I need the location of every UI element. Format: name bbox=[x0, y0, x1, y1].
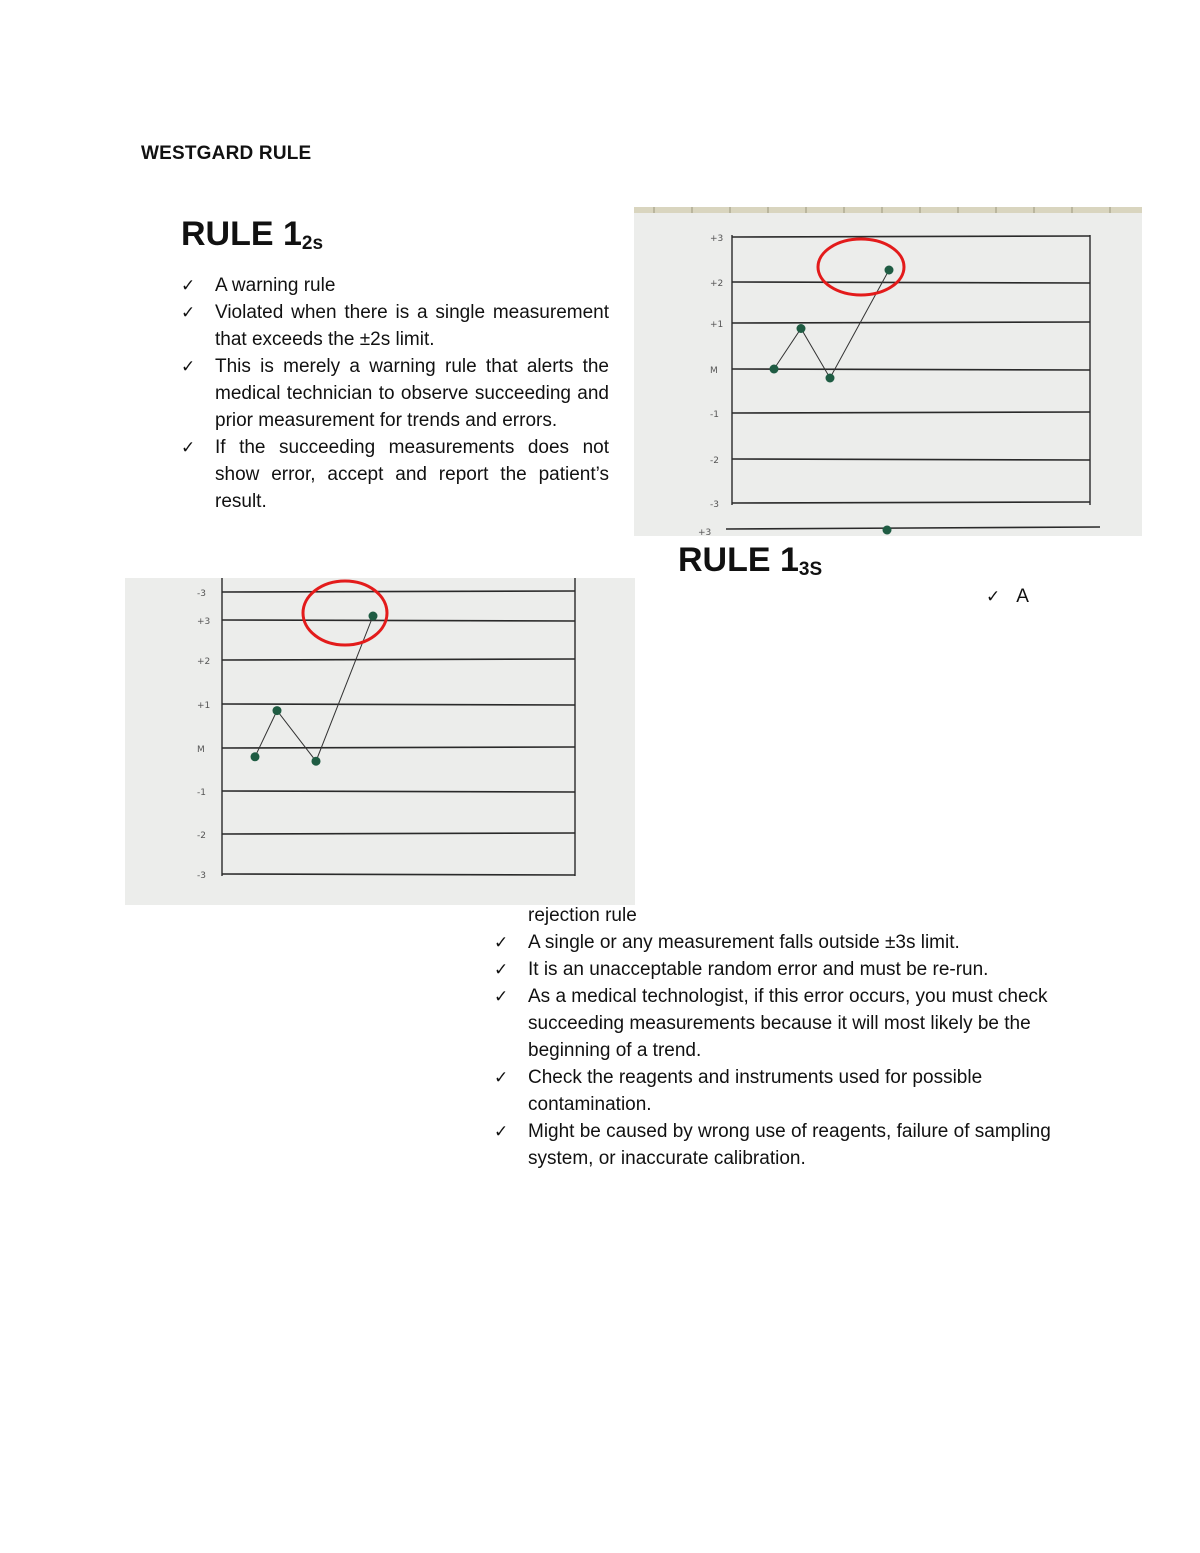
list-item bbox=[494, 929, 1074, 956]
chart-gridline bbox=[222, 659, 575, 660]
chart-data-point bbox=[312, 757, 321, 766]
chart-tick-label: M bbox=[710, 366, 718, 376]
chart-tick-label: -1 bbox=[197, 788, 206, 798]
chart-tick-label: -3 bbox=[197, 589, 206, 599]
check-icon: ✓ bbox=[494, 933, 509, 952]
chart-series-line bbox=[255, 616, 373, 761]
list-item-text: It is an unacceptable random error and must be re-run. bbox=[528, 959, 989, 980]
rule-heading-main: RULE 1 bbox=[678, 541, 799, 579]
check-icon: ✓ bbox=[986, 587, 1001, 606]
chart-gridline bbox=[732, 412, 1090, 413]
chart-gridline bbox=[222, 874, 575, 875]
chart-data-point bbox=[883, 526, 892, 535]
chart-gridline bbox=[222, 591, 575, 592]
chart-tick-label: +2 bbox=[710, 279, 724, 289]
check-icon: ✓ bbox=[494, 960, 509, 979]
chart-data-point bbox=[251, 752, 260, 761]
list-item bbox=[181, 434, 609, 515]
rule-heading-subscript: 2s bbox=[301, 233, 324, 254]
levey-jennings-chart-photo-2 bbox=[125, 578, 635, 905]
chart-tick-label: -1 bbox=[710, 410, 719, 420]
check-icon: ✓ bbox=[494, 987, 509, 1006]
chart-gridline bbox=[732, 459, 1090, 460]
chart-data-point bbox=[273, 706, 282, 715]
rule-1-3s-bullet-list bbox=[494, 929, 1074, 1172]
list-item bbox=[494, 1064, 1074, 1118]
chart-gridline bbox=[222, 791, 575, 792]
list-item-text: Violated when there is a single measurement that exceeds the ±2s limit. bbox=[215, 302, 609, 350]
chart-tick-label: -2 bbox=[197, 831, 206, 841]
check-icon: ✓ bbox=[494, 1122, 509, 1141]
chart-tick-label: +3 bbox=[197, 617, 211, 627]
rule-1-2s-heading bbox=[181, 215, 324, 254]
document-title: WESTGARD RULE bbox=[141, 143, 312, 164]
chart-gridline bbox=[732, 236, 1090, 237]
chart-gridline bbox=[222, 833, 575, 834]
list-item-text: As a medical technologist, if this error occurs, you must check succeeding measurements because it will most likely be the beginning of a trend. bbox=[528, 986, 1048, 1061]
list-item-text: Might be caused by wrong use of reagents, failure of sampling system, or inaccurate calibration. bbox=[528, 1121, 1051, 1169]
list-item bbox=[494, 983, 1074, 1064]
rule-heading-main: RULE 1 bbox=[181, 215, 302, 253]
chart-tick-label: M bbox=[197, 745, 205, 755]
list-item-text: Check the reagents and instruments used for possible contamination. bbox=[528, 1067, 983, 1115]
chart-tick-label: +1 bbox=[710, 320, 724, 330]
chart-tick-label: -2 bbox=[710, 456, 719, 466]
rule-1-2s-bullet-list bbox=[181, 272, 609, 515]
chart-data-point bbox=[770, 365, 779, 374]
chart-tick-label: +1 bbox=[197, 701, 211, 711]
list-item bbox=[181, 353, 609, 434]
chart-data-point bbox=[826, 374, 835, 383]
list-item bbox=[494, 956, 1074, 983]
chart-gridline bbox=[726, 527, 1100, 529]
chart-data-point bbox=[885, 266, 894, 275]
rule-1-3s-first-bullet bbox=[986, 583, 1029, 610]
chart-data-point bbox=[797, 324, 806, 333]
chart-gridline bbox=[732, 502, 1090, 503]
chart-gridline bbox=[732, 322, 1090, 323]
chart-tick-label: +2 bbox=[197, 657, 211, 667]
list-item bbox=[494, 1118, 1074, 1172]
chart-tick-label: +3 bbox=[698, 528, 712, 536]
levey-jennings-chart-2 bbox=[125, 578, 635, 905]
check-icon: ✓ bbox=[181, 276, 196, 295]
chart-tick-label: -3 bbox=[197, 871, 206, 881]
chart-gridline bbox=[732, 282, 1090, 283]
levey-jennings-chart-1 bbox=[634, 207, 1142, 536]
list-item-text: If the succeeding measurements does not show error, accept and report the patient’s result. bbox=[215, 437, 609, 512]
list-item-text: A single or any measurement falls outside ±3s limit. bbox=[528, 932, 960, 953]
chart-data-point bbox=[369, 612, 378, 621]
check-icon: ✓ bbox=[494, 1068, 509, 1087]
chart-gridline bbox=[222, 620, 575, 621]
chart-gridline bbox=[222, 704, 575, 705]
levey-jennings-chart-photo-1 bbox=[634, 207, 1142, 536]
list-item-text: This is merely a warning rule that alerts the medical technician to observe succeeding and prior measurement for trends and errors. bbox=[215, 356, 609, 431]
list-item-text: A bbox=[1016, 586, 1029, 607]
rule-1-3s-heading bbox=[678, 541, 823, 580]
chart-tick-label: -3 bbox=[710, 500, 719, 510]
check-icon: ✓ bbox=[181, 438, 196, 457]
list-item bbox=[181, 299, 609, 353]
list-item-text: A warning rule bbox=[215, 275, 336, 296]
chart-gridline bbox=[222, 747, 575, 748]
check-icon: ✓ bbox=[181, 303, 196, 322]
rule-heading-subscript: 3S bbox=[798, 559, 823, 580]
chart-tick-label: +3 bbox=[710, 234, 724, 244]
rule-1-3s-first-bullet-continuation: rejection rule bbox=[528, 905, 637, 926]
chart-gridline bbox=[732, 369, 1090, 370]
list-item bbox=[181, 272, 609, 299]
check-icon: ✓ bbox=[181, 357, 196, 376]
